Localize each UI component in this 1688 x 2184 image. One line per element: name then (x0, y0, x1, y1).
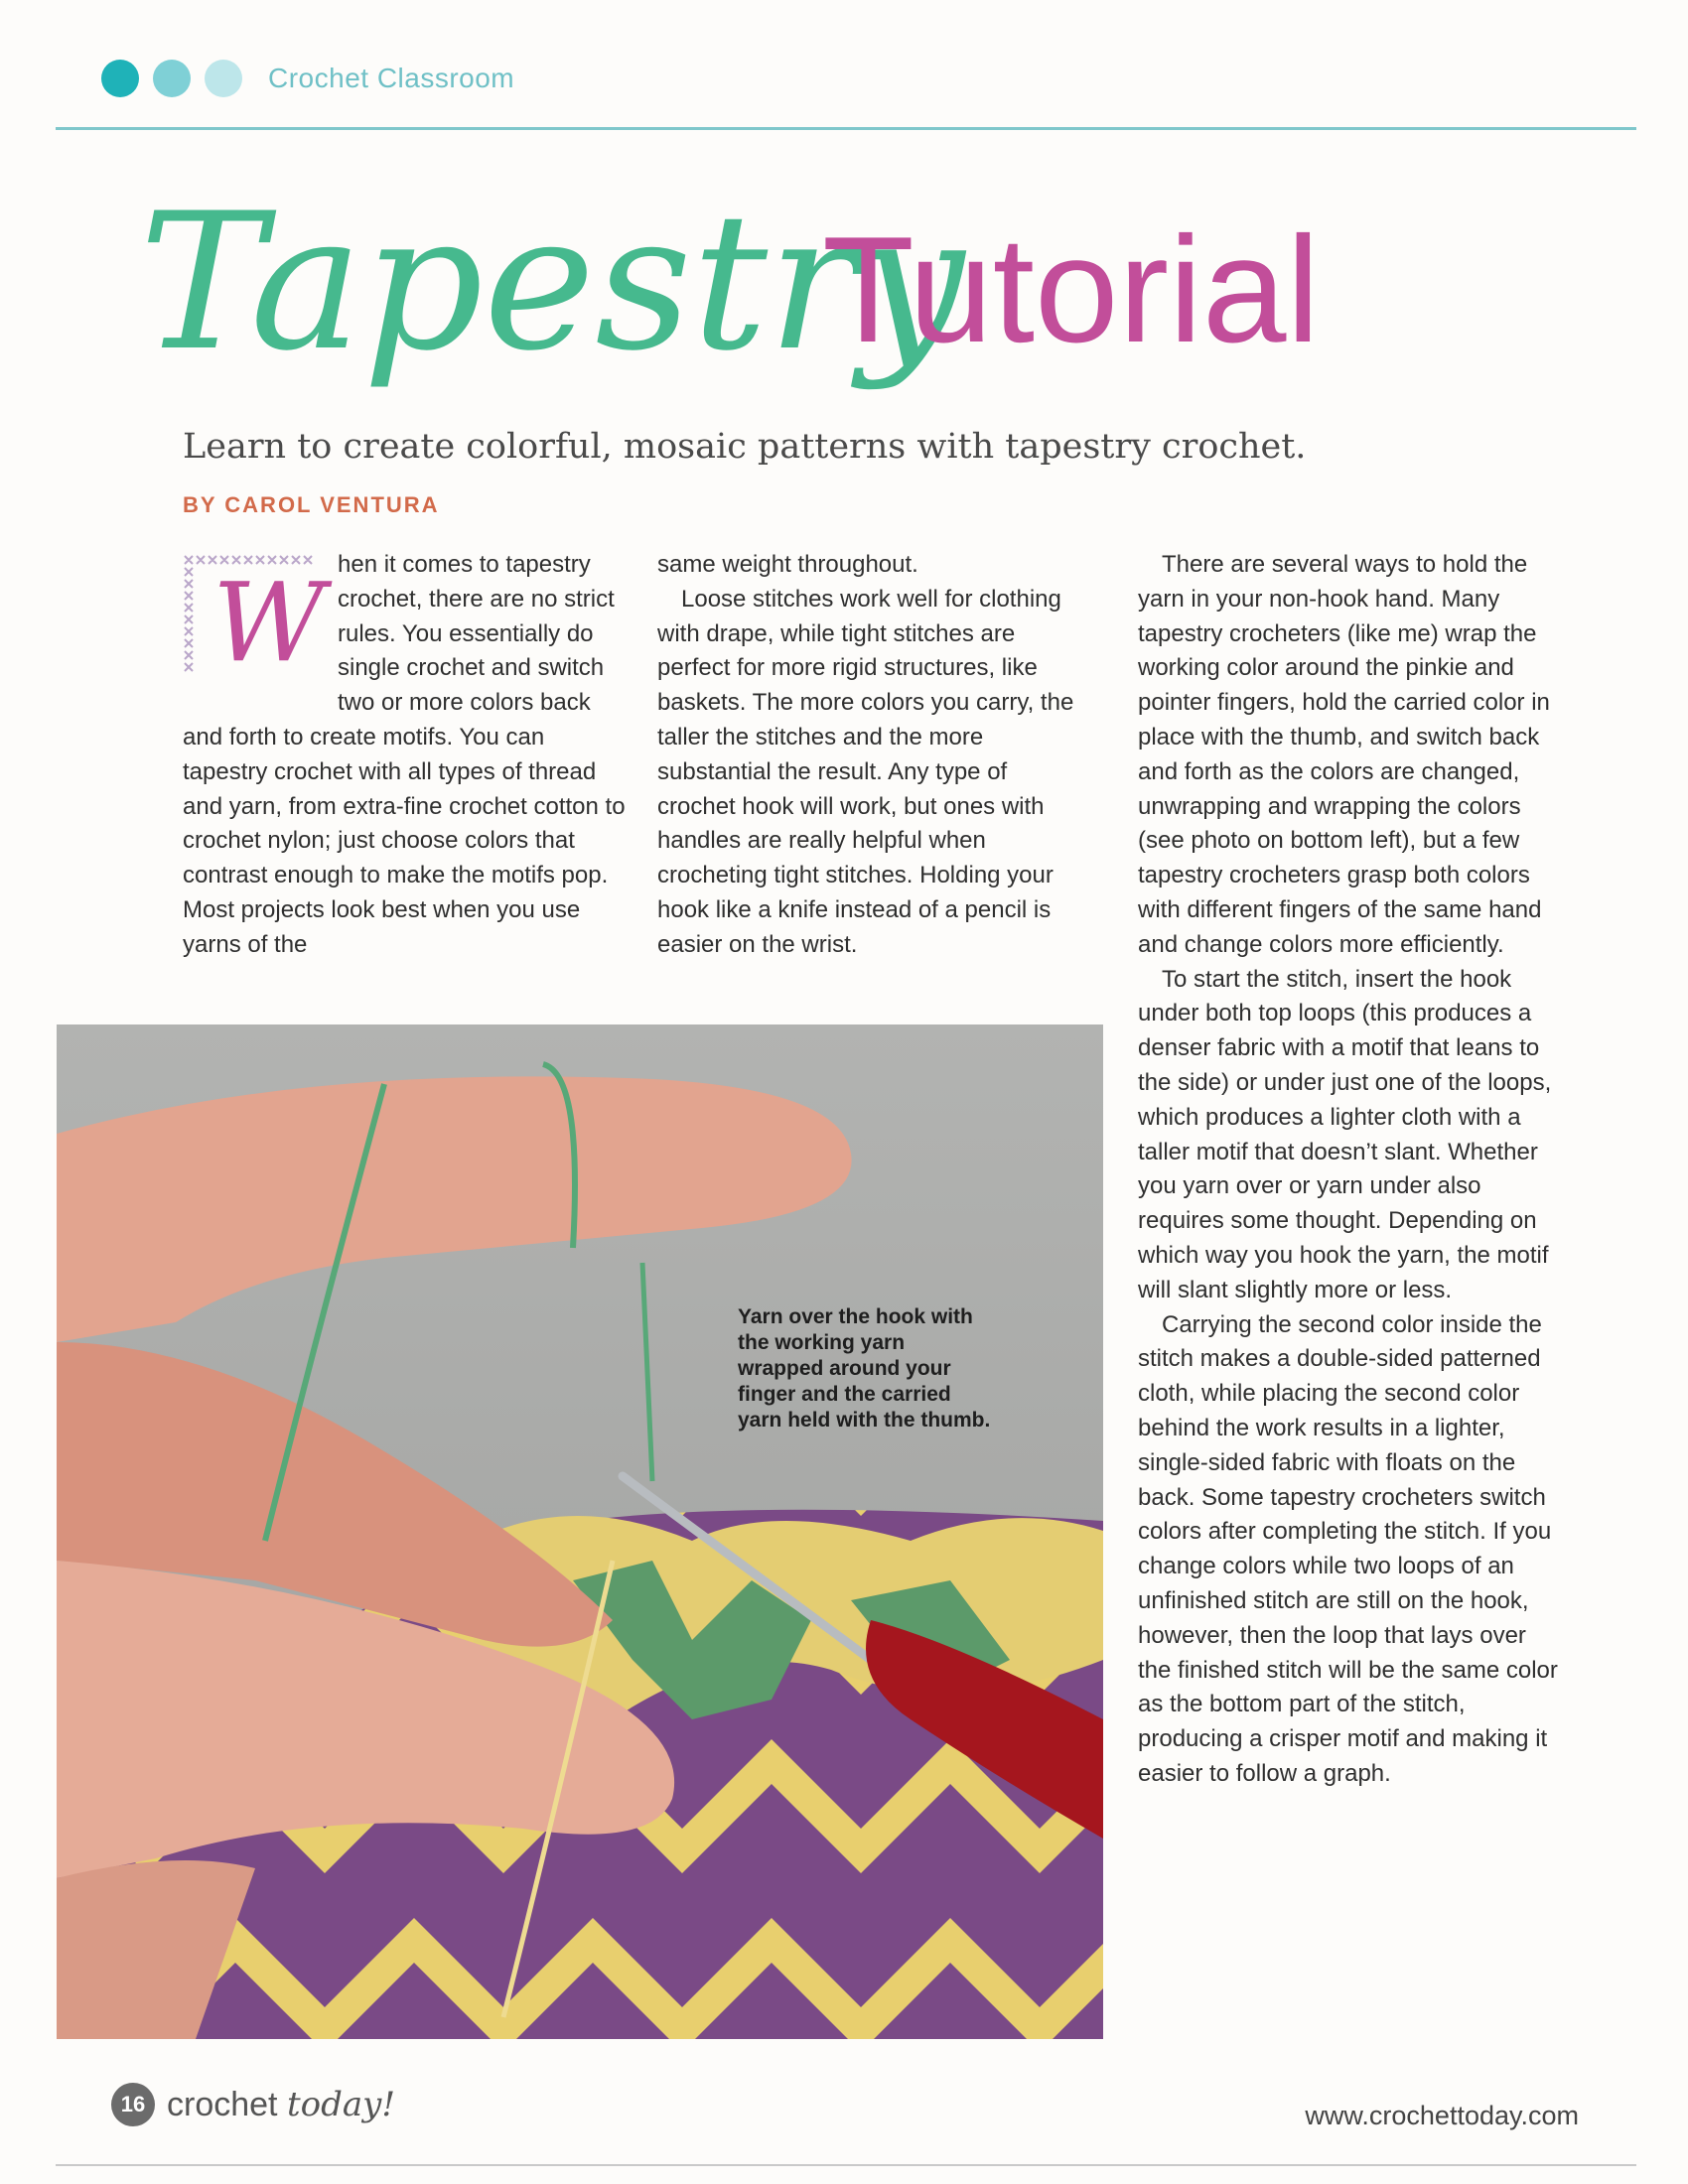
article-column-2 (657, 548, 1074, 963)
footer-rule (56, 2164, 1636, 2166)
col1-paragraph-1: hen it comes to tapestry crochet, there are no strict rules. You essentially do single crochet and switch two or more colors back and forth to create motifs. You can tapestry crochet with all types of thread and yarn, from extra-fine crochet cotton to crochet nylon; just choose colors that contrast enough to make the motifs pop. Most projects look best when you use yarns of the (183, 551, 626, 958)
hand-crochet-illustration (57, 1024, 1103, 2039)
article-column-3 (1138, 548, 1565, 1792)
section-label: Crochet Classroom (268, 63, 515, 93)
col3-paragraph-1: There are several ways to hold the yarn in your non-hook hand. Many tapestry crocheters (like me) wrap the working color around the pinkie and pointer fingers, hold the carried color in place with the thumb, and switch back and forth as the colors are changed, unwrapping and wrapping the colors (see photo on bottom left), but a few tapestry crocheters grasp both colors with different fingers of the same hand and change colors more efficiently. (1138, 551, 1550, 958)
magazine-script: today! (286, 2085, 395, 2124)
dropcap (183, 554, 326, 693)
article-column-1 (183, 548, 630, 963)
page-number: 16 (111, 2083, 155, 2126)
col3-paragraph-2: To start the stitch, insert the hook under both top loops (this produces a denser fabric with a motif that leans to the side) or under just one of the loops, which produces a lighter cloth with a taller motif that doesn’t slant. Whether you yarn over or yarn under also requires some thought. Depending on which way you hook the yarn, the motif will slant slightly more or less. (1138, 965, 1552, 1303)
photo-caption: Yarn over the hook with the working yarn wrapped around your finger and the carried yarn held with the thumb. (738, 1305, 991, 1432)
footer-logo (111, 2083, 395, 2126)
magazine-name-text: crochet (167, 2086, 287, 2123)
dropcap-letter: W (212, 559, 326, 686)
title-sans-word: Tutorial (822, 205, 1321, 374)
subtitle: Learn to create colorful, mosaic patterns with tapestry crochet. (183, 427, 1307, 467)
col2-paragraph-1: same weight throughout. (657, 551, 918, 578)
page-title (139, 159, 1430, 457)
header-dot-3 (205, 60, 242, 97)
section-header (101, 58, 514, 99)
header-rule (56, 127, 1636, 130)
header-dot-1 (101, 60, 139, 97)
tutorial-photo (57, 1024, 1103, 2039)
footer-url[interactable]: www.crochettoday.com (1305, 2101, 1579, 2130)
byline: BY CAROL VENTURA (183, 492, 440, 517)
col2-paragraph-2: Loose stitches work well for clothing with drape, while tight stitches are perfect for more rigid structures, like baskets. The more colors you carry, the taller the stitches and the more substantial the result. Any type of crochet hook will work, but ones with handles are really helpful when crocheting tight stitches. Holding your hook like a knife instead of a pencil is easier on the wrist. (657, 585, 1074, 958)
magazine-name (167, 2085, 395, 2124)
col3-paragraph-3: Carrying the second color inside the stitch makes a double-sided patterned cloth, while placing the second color behind the work results in a lighter, single-sided fabric with floats on the back. Some tapestry crocheters switch colors after completing the stitch. If you change colors while two loops of an unfinished stitch are still on the hook, however, then the loop that lays over the finished stitch will be the same color as the bottom part of the stitch, producing a crisper motif and making it easier to follow a graph. (1138, 1310, 1558, 1787)
title-script-word: Tapestry (139, 173, 965, 392)
header-dot-2 (153, 60, 191, 97)
